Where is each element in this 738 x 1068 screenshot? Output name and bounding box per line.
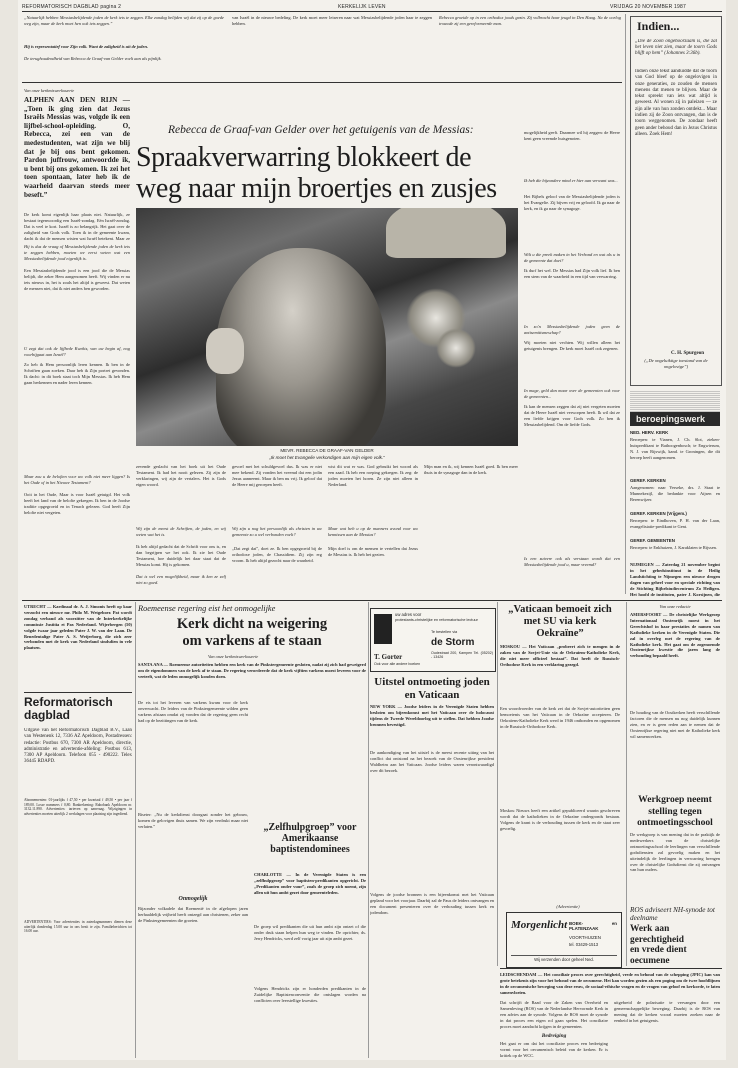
vatican-headline: „Vaticaan bemoeit zich met SU via kerk Oekraïne”: [508, 604, 612, 639]
section-rule: [22, 600, 722, 601]
storm-name: de Storm: [431, 637, 475, 648]
oecumene-lead: LEIDSCHENDAM — Het conciliair proces over gerechtigheid, vrede en behoud van de schepping (JPIC) kan van grote betekenis zijn voor het behoud van de oecumene. Het kan worden gezien als een poging om de twee hoofdlijnen in de oecumenische beweging van deze eeuw, de sociaal-ethische vragen en de vragen van geloof en kerkorde, te laten samenvloeien.: [500, 972, 720, 995]
col2-text-2: Ik heb altijd gedacht dat de Schrift voor ons is, en dan begrijpen we het ook. Ik zie het Oude Testament, hoe duidelijk het daar staat dat de Messias komt. Hij is gekomen.: [136, 544, 226, 567]
col1-text-2: Een Messiasbelijdende jood is een jood die de Messias belijdt, die zeker Hem aangenomen heeft. Wij vinden er nu iets nieuws in, het is zoals het altijd is geweest. Dat weten de mensen niet, dat ik niet anders ben geworden.: [24, 268, 130, 291]
storm-line2: Te bestellen via: [431, 630, 458, 634]
col3-text-2: „Dat zegt dat”, doet ze. Ik ben opgegroeid bij de orthodoxe joden, de Chassidiem. Zij zijn erg vroom. Ik heb altijd gezocht naar de waarheid.: [232, 546, 322, 563]
col5-text-3: Ik durf het wel. De Messias had Zijn volk lief. Ik ben een stem van de waarheid in een tijd van verwarring.: [524, 268, 620, 279]
roemeense-kicker: Roemeense regering eist het onmogelijke: [138, 604, 276, 613]
indien-author: C. H. Spurgeon: [671, 351, 705, 356]
kicker: Rebecca de Graaf-van Gelder over het getuigenis van de Messias:: [168, 124, 474, 136]
col4-question: Maar wat heb u op de manners avond voor uw kennissen aan de Messias?: [328, 526, 418, 537]
col5-question-2: Wilt u die preek maken in het Verbond en wat als u in de gemeente dat doet?: [524, 252, 620, 263]
gk-title: GEREF. KERKEN: [630, 478, 666, 483]
header-left: REFORMATORISCH DAGBLAD pagina 2: [22, 4, 122, 10]
divider-1: [135, 602, 136, 1058]
morgenlicht-advertisement: [506, 912, 622, 968]
morgenlicht-sub: BOEK- en PLATENZAAK: [569, 921, 617, 931]
gkv-title: GEREF. KERKEN (Vrijgem.): [630, 511, 687, 516]
vatican-body: Een woordvoerder van de kerk zei dat de Sovjet-autoriteiten geen bemoeienis van het Vaticaan in de Oekraïne accepteren. De Oekraïens-Katholieke Kerk werd in 1946 ontbonden en opgenomen in de Russisch-Orthodoxe Kerk.: [500, 706, 620, 729]
intro-left-bold: Hij is representatief voor Zijn volk. Want de zaligheid is uit de joden.: [24, 44, 148, 49]
col1-question-3: Maar zou u de beloften voor uw volk niet meer liggen? Is het Oude of in het Nieuwe Testament?: [24, 474, 130, 485]
roemeense-headline-2: om varkens af te staan: [182, 633, 322, 649]
col5-question-5: Is een zuivere ook als verstaan wordt dat een Messiasbelijdende jood u, maar vreemd?: [524, 556, 620, 567]
ref-rule: [24, 692, 132, 693]
col5-question-4: In mage, geld dan maar over de gemeenten ook voor de gemeenten...: [524, 388, 620, 399]
col1-question: Hij is dus de vraag of Messiasbelijdende joden de kerk iets te zeggen hebben, moeten we eerst weten wat een Messiasbelijdende jood eigenlijk is.: [24, 244, 130, 261]
col1-question-2: U zegt dat ook de lijfbede Kwekts, van uw begin af, nog voorbijgaat aan Israël?: [24, 346, 130, 357]
indien-quote: „Die de Zoon ongehoorzaam is, die zal het leven niet zien, maar de toorn Gods blijft op hem” (Johannes 3:36b).: [635, 39, 717, 57]
amersfoort-lead: AMERSFOORT — De christelijke Werkgroep Internationaal Oostenrijk moest in het Gerechtshof in haar prestaties de namen van Katholieke kerken in de Verenigde Staten. Die zal in overleg met de regering van de Katholieke kerk. Het gaat om de zogenoemde Oostenrijkse kwestie die jaren lang de verhouding bepaald heeft.: [630, 612, 720, 659]
indien-body: Indien onze tekst aanduidde dat de toorn van God bleef op de ongelovigen in onze generaties, zo zouden de mensen menens dat menen te blijven. Maar de tekst spreekt van iets wat altijd is geweest. Al wonen zij in paleizen — ze zijn alle van hun zonden ontdekt... Maar indien zij de Zoon ontvangen, dan is de toorn weggenomen. De zondaar heeft geen ander behoud dan in Jezus Christus alleen. Zoek Hem!: [635, 69, 717, 137]
werkgroep-headline: Werkgroep neemt stelling tegen ontmoetingsschool: [637, 794, 713, 828]
ref-body: Uitgave van het Reformatorisch Dagblad B.V., Laan van Westenenk 12, 7336 AZ Apeldoorn, Postadressen: redactie: Postbus 670, 7300 AR Apeldoorn, directie, administratie en advertentie-afdeling: Postbus 613, 7300 AP Apeldoorn. Telefoon 055 - 490222. Telex 36445 RDAPD.: [24, 728, 132, 765]
divider-4: [626, 602, 627, 966]
uitstel-body: De aankondiging van het uitstel is de meest recente uiting van het conflict dat ontstond na het bezoek van de Oostenrijkse president Waldheim aan het Vaticaan. Joodse leiders waren verontwaardigd over dit bezoek.: [370, 750, 494, 773]
beroeping-title: beroepingswerk: [636, 414, 706, 424]
zelfhulp-headline: „Zelfhulpgroep” voor Amerikaanse baptistendominees: [263, 822, 357, 855]
intro-left: „Natuurlijk hebben Messiasbelijdende joden de kerk iets te zeggen. Elke zondag belijden wij dat zij op de goede weg zijn, maar de kerk moet hen ook iets zeggen.”: [24, 15, 224, 26]
divider-3: [497, 602, 498, 966]
storm-line3: Ook voor alle andere boeken: [374, 662, 421, 666]
ref-fine-2: ADVERTENTIES: Voor advertenties in zaterdagnummers dienen deze uiterlijk donderdag 15.00 uur in ons bezit te zijn. Familieberichten tot 16.00 uur.: [24, 920, 132, 934]
oecumene-body-2: Het gaat er om dat het conciliaire proces een bedreiging vormt voor het oecumenisch beleid van de kerken. Er is kritiek op de WCC.: [500, 1041, 608, 1058]
zelfhulp-body: De groep wil predikanten die uit hun ambt zijn ontzet of die onder druk staan helpen hun weg te vinden. De oprichter, ds. Jerry Hendricks, werd zelf vorig jaar uit zijn ambt gezet.: [254, 924, 366, 941]
indien-title: Indien...: [637, 19, 680, 33]
photo-caption: MEVR. REBECCA DE GRAAF-VAN GELDER: [280, 448, 374, 453]
col5-question: Ik heb die bijzondere mind er hier aan verwant was...: [524, 178, 618, 183]
oecumene-headline-2: en vrede dient oecumene: [630, 945, 687, 966]
oecumene-body-3: uitgebreid de polarisatie te vervangen door een gemeenschappelijke beweging. Daarbij is de ROS van mening dat de kerken vooral moeten zoeken naar de eenheid in het getuigenis.: [614, 1000, 720, 1023]
storm-top: uw adres voor: [395, 612, 422, 617]
oecumene-sub: Bedreiging: [541, 1033, 567, 1039]
sidebar-divider: [625, 14, 626, 594]
oecumene-headline-1: Werk aan gerechtigheid: [630, 924, 684, 945]
nh-title: NED. HERV. KERK: [630, 430, 669, 435]
amersfoort-body: De houding van de Oostkerken heeft verschillende factoren die de mensen nu nog duidelijk kunnen zien, en er is geen reden aan te nemen dat de Oostenrijkse regering niet met de Katholieke kerk wil samenwerken.: [630, 710, 720, 739]
morgenlicht-title: Morgenlicht: [511, 919, 568, 931]
nh-body: Beroepen: te Vianen, J. Ch. Slot, zieken-huispredikant te Bathoogenbosch; te Engwierum, N. J. van Rijswijk, kand. te Groningen, die dit beroep heeft aangenomen.: [630, 437, 720, 460]
zelfhulp-body-2: Volgens Hendricks zijn er honderden predikanten in de Zuidelijke Baptistenconventie die ontslagen worden na conflicten over leerstellige kwesties.: [254, 986, 366, 1003]
col5-text-2: Het Bijbels geloof van de Messiasbelijdende joden is het Evangelie. Zij bijven vrij en geloofd. Ik ga naar de kerk, en ik ga naar de synagoge.: [524, 194, 620, 211]
gkv-body: Beroepen: te Eindhoven, P. H. van der Laan, evangelistatie-predikant te Gent.: [630, 518, 720, 529]
intro-mid: van Israël in de nieuwe bedeling. De kerk moet meer leiseren naar wat Messiasbelijdende joden haar te zeggen hebben.: [232, 15, 432, 26]
indien-box: [630, 16, 722, 386]
col2-question-2: Dat is wel een mogelijkheid, maar ik ken ze zelf niet zo goed.: [136, 574, 226, 585]
storm-advertisement: [370, 608, 496, 672]
vatican-body-2: Moskou Nieuws heeft een artikel gepubliceerd waarin geschreven wordt dat de katholieken in de Oekraïne ondergronds bestaan. Volgens de krant is de verhouding tussen de kerk en de staat zeer gevoelig.: [500, 808, 620, 831]
col5-text-4: Wij moeten niet vechten. Wij willen alleen het getuigenis brengen. De kerk moet Israël ook zegenen.: [524, 340, 620, 351]
ref-fine: Abonnementen: 01-jaarlijks f 47,50 • per kwartaal f 49,50 • per jaar f 189,00. Losse nummers f 0,80. Bankrekening: Rabobank Apeldoorn nr. 3132.11.890. Advertenties: tarieven op aanvraag. Wijzigingen in advertenties moeten uiterlijk 2 werkdagen voor plaatsing zijn ingediend.: [24, 798, 132, 816]
werkgroep-body: De werkgroep is van mening dat in de praktijk de medewerkers van de christelijke ontmoetingsschool de leerlingen van verschillende godsdiensten zal gevoelig maken en het uiteindelijk de leerlingen in verwarring brengen over de christelijke Godsdienst die zij ontvangen van hun ouders.: [630, 832, 720, 873]
photo-subcaption: „Ik moet het Evangelie verkondigen aan mijn eigen volk.”: [269, 455, 385, 460]
vatican-lead: MOSKOU — Het Vaticaan „probeert zich te mengen in de zaken van de Sovjet-Unie via de Oekraïens-Katholieke Kerk, die niet meer officieel bestaat”. Dat heeft de Russisch-Orthodoxe Kerk in een verklaring gezegd.: [500, 644, 620, 667]
col3-text: gevoel met het schuldgevoel dus. Ik was er niet mee bekend. Zij vonden het vreemd dat een jodin Jezus aanneemt. Maar ik ben nu vrij. Ik geloof dat de Heere mij geroepen heeft.: [232, 464, 322, 487]
roemeense-sub: Onmogelijk: [178, 896, 208, 902]
morgenlicht-label: (Advertentie): [556, 904, 580, 909]
amersfoort-dateline: Van onze redactie: [659, 604, 691, 609]
col2-text: zevende geslacht van het boek uit het Oude Testament. Ik had het nooit gelezen. Zij zijn de verklaringen, wij zijn de vertalers. Het is Gods eigen woord.: [136, 464, 226, 487]
roemeense-body-2: Biseter: „Nu de kerkdienst doorgaat zonder het gebouw, komen de gelovigen thuis samen. We zijn verdrukt maar niet verlaten.”: [138, 812, 248, 829]
col4-text: wist dit wat er was. God gebruikt het woord als een zaad. Ik heb een roeping gekregen. Ik zeg: de joden moeten het horen. Ze zijn niet alleen in Nederland.: [328, 464, 418, 487]
morgenlicht-note: Wij verzenden door geheel Ned.: [511, 955, 617, 963]
uitstel-headline: Uitstel ontmoeting joden en Vaticaan: [374, 676, 490, 701]
header-rule: [22, 11, 722, 12]
storm-line1: protestants-christelijke en reformatorische lectuur: [395, 618, 478, 622]
col4-text-2: Mijn doel is om de mensen te vertellen dat Jezus de Messias is. Ik heb het gezien.: [328, 546, 418, 557]
oecumene-kicker: ROS adviseert NH-synode tot deelname: [630, 906, 715, 922]
indien-source: („De ongeluiktige toestand van de ongelovige”): [644, 358, 708, 369]
storm-address: Oudestraat 200, Kampen Tel. (05202) - 13426: [431, 651, 493, 660]
headline-line-2: weg naar mijn broertjes en zusjes: [136, 173, 497, 204]
oecumene-body: Dat schrijft de Raad voor de Zaken van Overheid en Samenleving (ROS) van de Nederlandse Hervormde Kerk in een advies aan de synode. Volgens de ROS moet de synode in dat proces een eigen rol gaan spelen. Het conciliaire proces moet aandacht krijgen in de gemeenten.: [500, 1000, 608, 1029]
roemeense-headline: [138, 616, 366, 650]
portrait-photo: [136, 208, 518, 446]
col1-text: De kerk komt eigenlijk haar plaats niet. Natuurlijk, ze bestaat tegenwoordig een Israël-zondag. Eén Israël-zondag. Dat is veel te kort. Israël is zo belangrijk. Het gaat over de zaligheid van Gods volk. Toen ik in de gemeente kwam, dacht ik dat de mensen wisten wat Israël betekent. Maar ze: [24, 212, 130, 241]
gk-body: Aangenomen: naar Yerseke, drs. J. Staat te Munnekezijl, die bedankte voor Aijsen en Berenwijzer.: [630, 485, 720, 502]
col5-text: mogelijkheid geeft. Daarmee wil hij zeggen: de Heere kent geen vreemde huisgenoten.: [524, 130, 620, 141]
oecumene-headline: [630, 924, 722, 966]
dateline: Van onze kerkmiswerkouerie: [24, 88, 75, 93]
beroeping-banner: [630, 412, 720, 426]
col1-text-3: Zo heb ik Hem persoonlijk leren kennen. Ik ben in de Schriften gaan zoeken. Daar heb ik Zijn portret gevonden. Ik dacht: in dit boek staat toch Mijn Messias. Ik heb Hem gaan herkennen en nader leren kennen.: [24, 362, 130, 385]
roemeense-lead: SANTA ANA — Roemeense autoriteiten hebben een kerk van de Pinkstergemeente gesloten, nadat zij zich had geweigerd om de eigendommen van de kerk af te staan. De regering verordeerde dat de kerk vijftien varkens moest leveren voor de veeteelt, wat de leden onmogelijk konden doen.: [138, 662, 366, 679]
gg-title: GEREF. GEMEENTEN: [630, 538, 675, 543]
ref-title: Reformatorisch dagblad: [24, 695, 113, 722]
col2-question: Wij zijn de meest de Schriften, de joden, en wij weten wat het is.: [136, 526, 226, 537]
morgenlicht-tel: tel. 03429-1513: [569, 942, 599, 947]
newspaper-page: [18, 0, 726, 1060]
col5-question-3: In zo'n Messiasbelijdende joden geen de antisemitismeschap?: [524, 324, 620, 335]
header-center: KERKELIJK LEVEN: [338, 4, 386, 10]
col4b-text: Mijn man en ik, wij kennen Israël goed. Ik ben meer thuis in de synagoge dan in de kerk.: [424, 464, 518, 475]
roemeense-headline-1: Kerk dicht na weigering: [176, 616, 328, 632]
zelfhulp-lead: CHARLOTTE — In de Verenigde Staten is een „zelfhulpgroep” voor baptisten-predikanten opgericht. De „Predikanten onder vuur”, zoals de groep zich noemt, zijn allen uit hun ambt gezet door gemeenteleden.: [254, 872, 366, 895]
headline-line-1: Spraakverwarring blokkeert de: [136, 142, 472, 173]
col5-text-5: Ik kan de mensen zeggen dat zij niet vergeten moeten dat de Heere Israël niet verworpen heeft. Ik wil dat ze een liefde krijgen voor Gods volk. Zo ben ik Messiasbelijdend. Om de liefde Gods.: [524, 404, 620, 427]
intro-left-italic: De terughoudendheid van Rebecca de Graaf-van Gelder voelt aan als pijnlijk.: [24, 56, 162, 61]
intro-rule: [22, 82, 622, 83]
uitstel-body-2: Volgens de joodse bronnen is een bijeenkomst met het Vaticaan gepland voor het voorjaar. Daarbij zal de Paus de leiders ontvangen en een document presenteren over de verhouding tussen kerk en jodendom.: [370, 892, 494, 915]
lead-paragraph: ALPHEN AAN DEN RIJN — „Toen ik ging zien dat Jezus Israëls Messias was, volgde ik een lijfbel-school-opleiding. O, Rebecca, zei een van de medestudenten, wat zijn we blij dat je bij ons bent gekomen. Pardon juffrouw, antwoordde ik, u bent bij ons gekomen. Ik zei het toen spontaan, later heb ik de waarheid daarvan steeds meer beseft.”: [24, 96, 130, 199]
roemeense-body-3: Bijzonder volkadele dat Roemenië in de afgelopen jaren herhaaldelijk vrijheid heeft ontzegd aan christenen, zeker aan de Pinkstergemeenten die groeien.: [138, 906, 248, 923]
gg-body: Beroepen: te Enkhuizen, J. Karaklaten te Rijssen.: [630, 545, 717, 550]
col1-text-4: Ooit in het Oude, Maar is voor Israël getuigd. Het volk heeft het land van de belofte gekregen. Ik ben in de Joodse traditie opgegroeid en in Tenach gelezen. God heeft Zijn belofte niet vergeten.: [24, 492, 130, 515]
storm-logo-icon: [374, 614, 392, 644]
oecumene-rule: [500, 968, 722, 969]
storm-gorter: T. Gorter: [374, 653, 403, 661]
header-right: VRIJDAG 20 NOVEMBER 1987: [610, 4, 686, 10]
church-skyline-icon: [630, 390, 720, 412]
nijmegen-notice: NIJMEGEN — Zaterdag 21 november begint in het gebedsinstituut in de Heilig Landstichting te Nijmegen een nieuwe drogen dagen van geheel voor en speciale richting van de Stichting Bijbelstudiecentrum Zo Heiligen. Het hoofd de instituten, pater J. Korsijnen, die: [630, 562, 720, 597]
roemeense-dateline: Van onze kerkmiswerkouerie: [208, 654, 259, 659]
divider-2: [368, 602, 369, 1058]
col3-question: Wij zijn u nog het persoonlijk als christen in uw gemeente zo u wel verbonden voelt?: [232, 526, 322, 537]
morgenlicht-address: VOORTHUIZEN: [569, 935, 601, 940]
uitstel-lead: NEW YORK — Joodse leiders in de Verenigde Staten hebben besloten om bijeenkomst met het Vaticaan over de holocaust tijdens de Tweede Wereldoorlog uit te stellen. Dat hebben Joodse bronnen bevestigd.: [370, 704, 494, 727]
roemeense-body: De eis tot het leveren van varkens kwam voor de kerk onverwacht. De leiders van de Pinkstergemeente wilden geen varkens afstaan omdat zij vonden dat de regering geen recht had op de bezittingen van de kerk.: [138, 700, 248, 723]
intro-right: Rebecca groeide op in een orthodox joods gezin. Zij volbracht haar jeugd in Den Haag. Na de oorlog trouwde zij een gereformeerde man.: [439, 15, 621, 26]
utrecht-notice: UTRECHT — Kardinaal dr. A. J. Simonis heeft op kaar verzocht een nieuwe mr. Philo M. Wetgeboer. Pat wordt zondag verband als voorzitter van de Interkerkelijke commissie Justitia et Pax Nederland. Wijerbergen (50) volgde twaar jaar geleden Pater J. W. van der Laan. De Benedentalige Pater A. S. Weijerborg, die zich zeer verbonden met de kerk van Nederland sindsdien in vele plaatsen.: [24, 604, 132, 651]
